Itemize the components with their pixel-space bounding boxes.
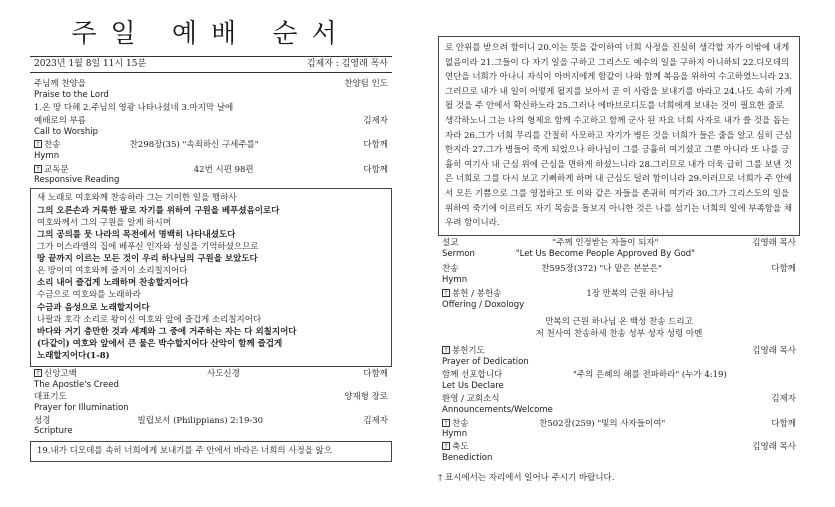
- reading-line: 그가 이스라엘의 집에 베푸신 인자와 성실을 기억하셨으므로: [37, 241, 259, 252]
- prayer-item: [30, 392, 392, 413]
- offering-item: [438, 289, 800, 340]
- hymn2-item: [438, 264, 800, 285]
- prayer-who: 양재형 장로: [344, 392, 388, 403]
- prayer-label: 대표기도: [34, 392, 67, 403]
- right-column: [438, 0, 800, 484]
- sermon-title: "주께 인정받는 자들이 되자": [552, 237, 659, 248]
- hymn2-label: 찬송: [442, 264, 459, 275]
- prayer-label-en: Prayer for Illumination: [34, 403, 129, 413]
- sermon-preacher: 김영래 목사: [752, 237, 796, 248]
- hymn2-who: 다함께: [771, 264, 796, 275]
- stand-icon: †: [442, 442, 450, 450]
- reading-line: 그의 오른손과 거룩한 팔로 자기를 위하여 구원을 베푸셨음이로다: [37, 205, 280, 216]
- benediction-label: 축도: [452, 441, 469, 452]
- stand-icon: †: [442, 289, 450, 297]
- reading-line: 바다와 거기 충만한 것과 세계와 그 중에 거주하는 자는 다 외칠지어다: [37, 326, 297, 337]
- praise-label: 주님께 찬양을: [34, 79, 86, 90]
- stand-icon: †: [34, 165, 42, 173]
- date-row: [30, 56, 392, 73]
- scripture-text-start: 19.내가 디모데를 속히 너희에게 보내기를 주 안에서 바라은 너희의 사정을 앎으: [37, 445, 333, 456]
- scripture-who: 김제자: [363, 415, 388, 426]
- declare-item: [438, 370, 800, 391]
- creed-name: 사도신경: [206, 369, 240, 380]
- reading-line: 수금과 음성으로 노래할지어다: [37, 302, 150, 313]
- creed-item: [30, 369, 392, 390]
- dedication-label: 봉헌기도: [452, 345, 485, 356]
- announce-who: 김제자: [771, 394, 796, 405]
- hymn2-title: 찬595장(372) "나 맡은 본분은": [541, 264, 662, 275]
- reading-line: 그의 공의를 뭇 나라의 목전에서 명백히 나타내셨도다: [37, 229, 236, 240]
- responsive-item: [30, 165, 392, 186]
- announce-label: 환영 / 교회소식: [442, 394, 500, 405]
- scripture-label: 성경: [34, 415, 51, 426]
- stand-icon: †: [442, 419, 450, 427]
- praise-item: [30, 79, 392, 113]
- responsive-label: 교독문: [44, 164, 69, 175]
- declare-text: "주의 은혜의 해를 전파하라" (누가 4:19): [572, 370, 727, 381]
- preacher-info: 김제자 : 김영래 목사: [306, 59, 388, 69]
- stand-icon: †: [34, 369, 42, 377]
- offering-label: 봉헌 / 봉헌송: [452, 289, 502, 300]
- benediction-label-en: Benediction: [442, 452, 493, 463]
- reading-line: 노래할지어다(1-8): [37, 351, 110, 361]
- doxology-line-1: 만복의 근원 하나님 온 백성 찬송 드리고: [545, 316, 693, 327]
- sermon-title-en: "Let Us Become People Approved By God": [515, 248, 696, 259]
- call-label: 예배로의 부름: [34, 116, 86, 127]
- dedication-item: [438, 346, 800, 367]
- hymn1-title: 찬298장(35) "속죄하신 구세주를": [129, 140, 259, 151]
- page-title: 주일 예배 순서: [71, 19, 351, 49]
- reading-line: (다같이) 여호와 앞에서 큰 물은 박수할지어다 산악이 함께 즐겁게: [37, 338, 283, 349]
- hymn1-item: [30, 140, 392, 161]
- standing-note: † 표시에서는 자리에서 일어나 주시기 바랍니다.: [438, 473, 615, 484]
- creed-label: 신앙고백: [44, 369, 77, 380]
- sermon-label: 설교: [442, 237, 459, 248]
- call-leader: 김제자: [363, 116, 388, 127]
- stand-icon: †: [442, 346, 450, 354]
- stand-icon: †: [34, 140, 42, 148]
- hymn1-who: 다함께: [363, 140, 388, 151]
- call-item: [30, 116, 392, 137]
- reading-line: 땅 끝까지 이르는 모든 것이 우리 하나님의 구원을 보았도다: [37, 254, 258, 264]
- reading-line: 새 노래로 여호와께 찬송하라 그는 기이한 일을 행하사: [37, 193, 237, 204]
- doxology-line-2: 저 천사여 찬송하세 찬송 성부 성자 성령 아멘: [535, 329, 703, 340]
- reading-line: 수금으로 여호와를 노래하라: [37, 290, 141, 301]
- hymn2-label-en: Hymn: [442, 274, 468, 285]
- reading-line: 온 땅이여 여호와께 즐거이 소리칠지어다: [37, 266, 188, 277]
- hymn3-item: [438, 419, 800, 440]
- responsive-ref: 42번 시편 98편: [193, 164, 254, 175]
- scripture-text-cont: 로 안위를 받으려 함이니 20.이는 뜻을 같이하여 너희 사정을 진실히 생각할 자가 이밖에 내게 없음이라 21.그들이 다 자기 일을 구하고 그리스도 예수의 일을 구하지 아니하되 22.디모데의 연단을 너희가 아나니 자식이 아버지에게 함같이 나와 함께 복음을 위하여 수고하였느니라 23.그러므로 내가 내 일이 어떻게 될지를 보아서 곧 이 사람을 보내기를 바라고 24.나도 속히 가게 될 것을 주 안에서 확신하노라 25.그러나 에바브로디도를 너희에게 보내는 것이 필요한 줄로 생각하노니 그는 나의 형제요 함께 수고하고 함께 군사 된 자요 너희 사자로 내가 쓸 것을 돕는 자라 26.그가 너희 무리를 간절히 사모하고 자기가 병든 것을 너희가 들은 줄을 알고 심히 근심한지라 27.그가 병들어 죽게 되었으나 하나님이 그를 긍휼히 여기셨고 그뿐 아니라 또 나를 긍휼히 여기사 내 근심 위에 근심을 면하게 하셨느니라 28.그러므로 내가 더욱 급히 그를 보낸 것은 너희로 그를 다시 보고 기뻐하게 하며 내 근심도 덜려 함이니라 29.이러므로 너희가 주 안에서 모든 기쁨으로 그를 영접하고 또 이와 같은 자들을 존귀히 여기라 30.그가 그리스도의 일을 위하여 죽기에 이르러도 자기 목숨을 돌보지 아니한 것은 나를 섬기는 너희의 일에 부족함을 채우려 함이니라.: [445, 43, 793, 229]
- offering-label-en: Offering / Doxology: [442, 300, 525, 311]
- announce-item: [438, 394, 800, 415]
- announce-label-en: Announcements/Welcome: [442, 405, 553, 416]
- dedication-label-en: Prayer of Dedication: [442, 356, 529, 367]
- left-column: [30, 0, 392, 464]
- scripture-ref: 빌립보서 (Philippians) 2:19-30: [137, 415, 264, 426]
- offering-hymn: 1장 만복의 근원 하나님: [586, 289, 674, 300]
- praise-songs: 1.온 땅 다해 2.주님의 영광 나타나셨네 3.마지막 날에: [34, 102, 234, 113]
- dedication-who: 김영래 목사: [752, 345, 796, 356]
- creed-label-en: The Apostle's Creed: [34, 379, 119, 390]
- hymn3-label-en: Hymn: [442, 429, 468, 440]
- hymn3-title: 찬502장(259) "빛의 사자들이여": [539, 418, 666, 429]
- hymn1-label: 찬송: [44, 140, 61, 151]
- benediction-item: [438, 442, 800, 463]
- reading-line: 소리 내어 즐겁게 노래하며 찬송할지어다: [37, 278, 189, 289]
- reading-line: 여호와께서 그의 구원을 알게 하시며: [37, 217, 171, 228]
- creed-who: 다함께: [363, 369, 388, 380]
- sermon-item: [438, 238, 800, 259]
- benediction-who: 김영래 목사: [752, 441, 796, 452]
- praise-leader: 찬양팀 인도: [344, 79, 388, 90]
- scripture-label-en: Scripture: [34, 426, 73, 437]
- responsive-who: 다함께: [363, 164, 388, 175]
- hymn1-label-en: Hymn: [34, 151, 60, 161]
- responsive-label-en: Responsive Reading: [34, 175, 120, 186]
- sermon-label-en: Sermon: [442, 248, 475, 259]
- call-label-en: Call to Worship: [34, 126, 98, 137]
- scripture-box-start: [30, 441, 392, 462]
- declare-label-en: Let Us Declare: [442, 380, 504, 391]
- scripture-item: [30, 416, 392, 437]
- service-date: 2023년 1월 8일 11시 15분: [34, 59, 147, 69]
- hymn3-who: 다함께: [771, 418, 796, 429]
- scripture-box-cont: [438, 36, 800, 236]
- hymn3-label: 찬송: [452, 418, 469, 429]
- praise-label-en: Praise to the Lord: [34, 89, 109, 100]
- responsive-reading-box: [30, 188, 392, 367]
- declare-label: 함께 선포합니다: [442, 370, 503, 381]
- reading-line: 나팔과 호각 소리로 왕이신 여호와 앞에 즐겁게 소리칠지어다: [37, 314, 262, 325]
